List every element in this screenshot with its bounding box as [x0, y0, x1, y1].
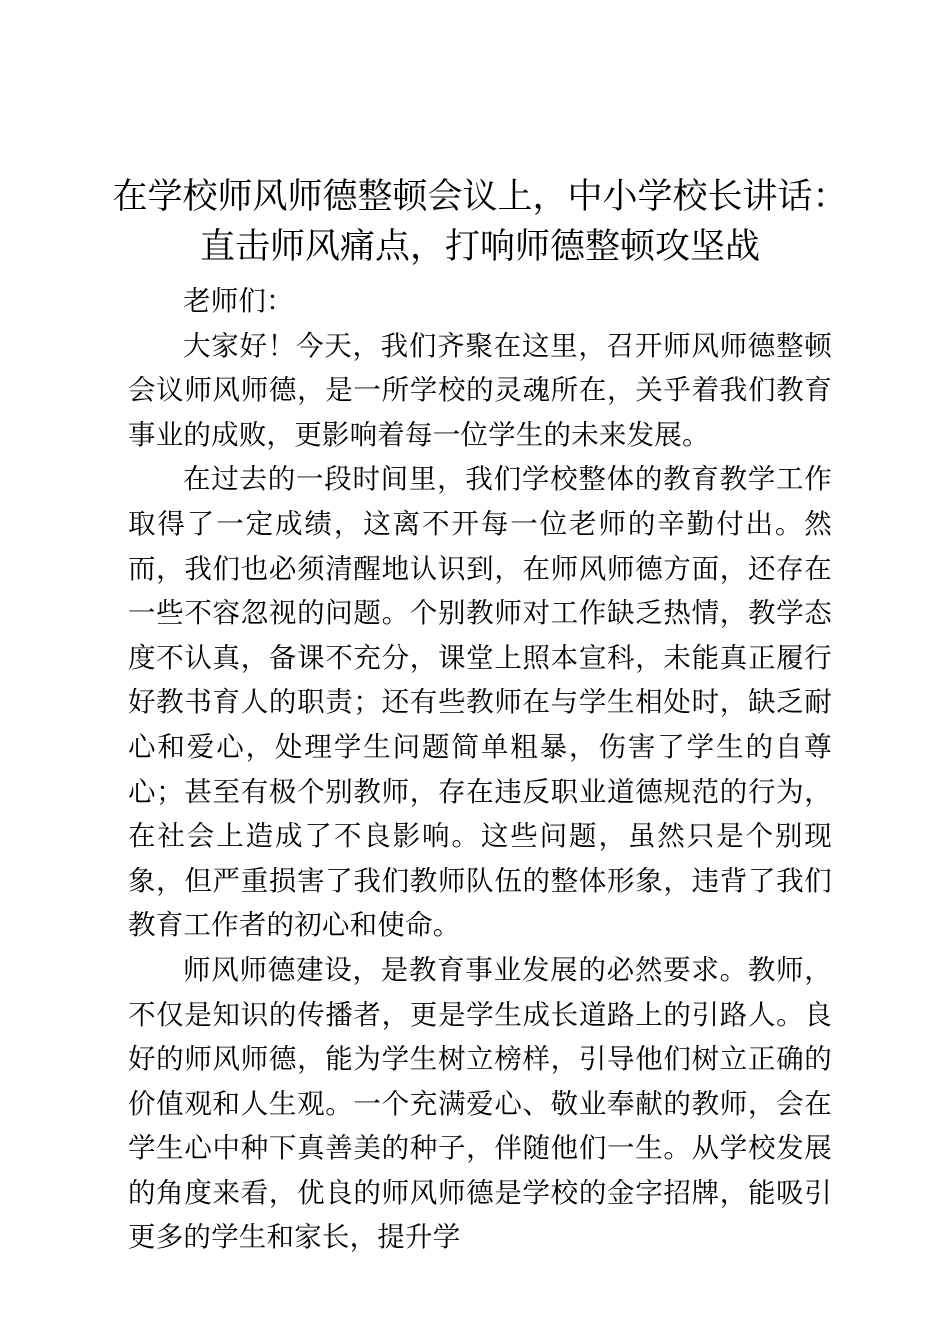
document-title [100, 172, 860, 272]
title-line-1: 在学校师风师德整顿会议上，中小学校长讲话： [112, 177, 848, 217]
title-line-2: 直击师风痛点，打响师德整顿攻坚战 [199, 227, 760, 267]
paragraph-2: 在过去的一段时间里，我们学校整体的教育教学工作取得了一定成绩，这离不开每一位老师的辛勤付出。然而，我们也必须清醒地认识到，在师风师德方面，还存在一些不容忽视的问题。个别教师对工作缺乏热情，教学态度不认真，备课不充分，课堂上照本宣科，未能真正履行好教书育人的职责；还有些教师在与学生相处时，缺乏耐心和爱心，处理学生问题简单粗暴，伤害了学生的自尊心；甚至有极个别教师，存在违反职业道德规范的行为，在社会上造成了不良影响。这些问题，虽然只是个别现象，但严重损害了我们教师队伍的整体形象，违背了我们教育工作者的初心和使命。 [128, 463, 832, 942]
document-body [128, 279, 832, 1260]
paragraph-3: 师风师德建设，是教育事业发展的必然要求。教师，不仅是知识的传播者，更是学生成长道路上的引路人。良好的师风师德，能为学生树立榜样，引导他们树立正确的价值观和人生观。一个充满爱心、敬业奉献的教师，会在学生心中种下真善美的种子，伴随他们一生。从学校发展的角度来看，优良的师风师德是学校的金字招牌，能吸引更多的学生和家长，提升学 [128, 953, 832, 1254]
paragraph-1: 大家好！今天，我们齐聚在这里，召开师风师德整顿会议师风师德，是一所学校的灵魂所在，关乎着我们教育事业的成败，更影响着每一位学生的未来发展。 [128, 329, 832, 451]
salutation: 老师们： [183, 285, 294, 317]
